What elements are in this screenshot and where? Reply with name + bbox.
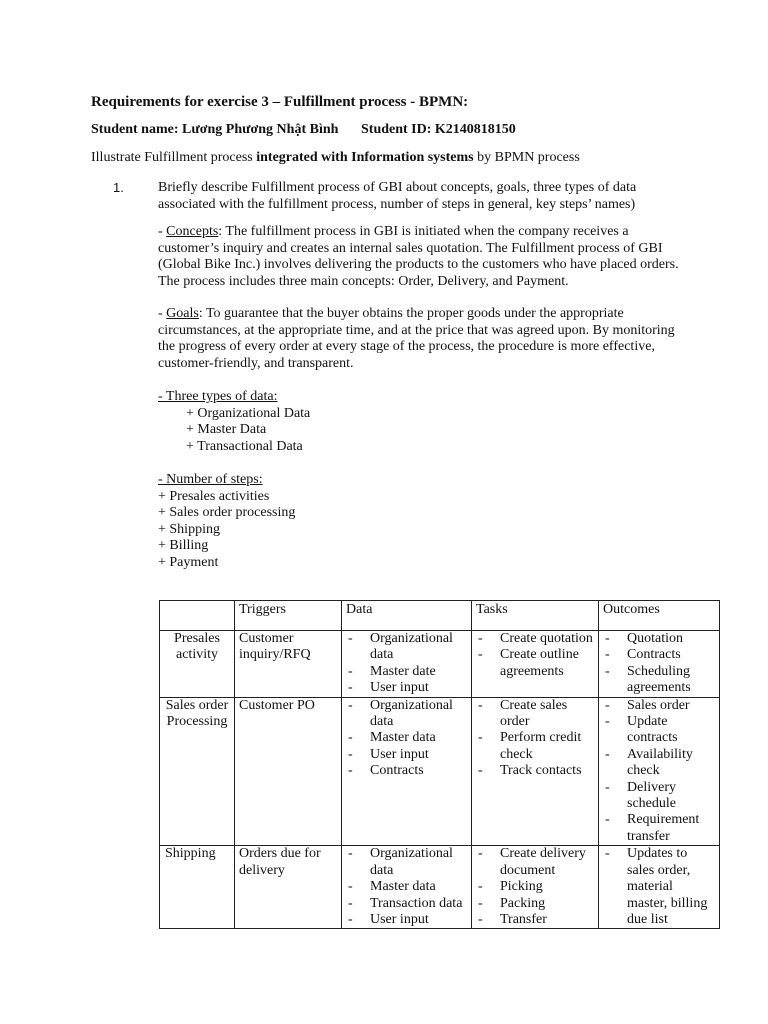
step-item: + Sales order processing: [158, 505, 296, 520]
task-item: - Picking: [476, 879, 594, 895]
task-item: - Create sales order: [476, 698, 594, 731]
outcome-item: - Scheduling agreements: [603, 664, 715, 697]
table-header-cell: Triggers: [235, 601, 342, 631]
stage-cell: Shipping: [160, 846, 235, 929]
step-item: + Payment: [158, 554, 219, 570]
concepts-line: customer’s inquiry and creates an internal sales quotation. The Fulfillment process of GBI: [158, 240, 663, 256]
data-cell: [342, 631, 472, 698]
step-item: + Presales activities: [158, 488, 270, 504]
task-item: - Track contacts: [476, 763, 594, 779]
data-types-heading: - Three types of data:: [158, 389, 278, 404]
outcome-item: - Updates to sales order, material master, billing due list: [603, 846, 715, 928]
question-number: 1.: [113, 180, 124, 195]
task-item: - Perform credit check: [476, 730, 594, 763]
concepts-paragraph: [158, 224, 678, 290]
goals-line: the progress of every order at every stage of the process, the procedure is more effective,: [158, 339, 655, 354]
outcome-item: - Quotation: [603, 631, 715, 647]
concepts-line: - Concepts: The fulfillment process in GBI is initiated when the company receives a: [158, 224, 629, 239]
goals-label: Goals: [166, 306, 199, 321]
fulfillment-table: [159, 600, 720, 929]
step-item: + Billing: [158, 538, 209, 553]
student-name: Student name: Lương Phương Nhật Bình: [91, 122, 339, 137]
outcomes-cell: [599, 631, 720, 698]
data-cell: [342, 846, 472, 929]
goals-text: : To guarantee that the buyer obtains the proper goods under the appropriate: [198, 306, 624, 321]
intro-pre: Illustrate Fulfillment process: [91, 150, 257, 165]
intro-bold: integrated with Information systems: [256, 150, 474, 165]
table-header-row: [160, 601, 720, 631]
task-item: - Create outline agreements: [476, 647, 594, 680]
goals-line: circumstances, at the appropriate time, and at the price that was agreed upon. By monitoring: [158, 322, 675, 338]
data-item: - User input: [346, 747, 467, 763]
table-row: [160, 631, 720, 698]
stage-cell: Presales activity: [160, 631, 235, 698]
data-type-item: + Transactional Data: [186, 438, 303, 454]
trigger-cell: Customer inquiry/RFQ: [235, 631, 342, 698]
outcomes-cell: [599, 846, 720, 929]
student-info: [91, 122, 516, 138]
intro-post: by BPMN process: [473, 150, 580, 165]
trigger-cell: Customer PO: [235, 697, 342, 846]
steps-heading: - Number of steps:: [158, 472, 263, 487]
data-item: - Organizational data: [346, 698, 467, 731]
question-line: associated with the fulfillment process, number of steps in general, key steps’ names): [158, 197, 636, 212]
question-text: [158, 179, 678, 213]
data-item: - Organizational data: [346, 846, 467, 879]
step-item: + Shipping: [158, 521, 220, 537]
data-types-section: [158, 389, 678, 455]
concepts-text: : The fulfillment process in GBI is initiated when the company receives a: [218, 224, 629, 239]
data-item: - Contracts: [346, 763, 467, 779]
trigger-cell: Orders due for delivery: [235, 846, 342, 929]
data-item: - Master data: [346, 879, 467, 895]
table-header-cell: Data: [342, 601, 472, 631]
stage-cell: Sales order Processing: [160, 697, 235, 846]
task-item: - Create quotation: [476, 631, 594, 647]
goals-paragraph: [158, 306, 678, 372]
document-title: Requirements for exercise 3 – Fulfillment process - BPMN:: [91, 94, 469, 110]
task-item: - Packing: [476, 896, 594, 912]
student-id: Student ID: K2140818150: [361, 122, 516, 137]
intro-line: [91, 150, 580, 166]
steps-section: [158, 472, 678, 571]
table-header-cell: [160, 601, 235, 631]
outcome-item: - Delivery schedule: [603, 780, 715, 813]
tasks-cell: [472, 631, 599, 698]
data-type-item: + Master Data: [186, 422, 267, 437]
outcome-item: - Availability check: [603, 747, 715, 780]
table-row: [160, 697, 720, 846]
concepts-line: The process includes three main concepts: Order, Delivery, and Payment.: [158, 273, 569, 289]
table-header-cell: Outcomes: [599, 601, 720, 631]
concepts-label: Concepts: [166, 224, 219, 239]
table-row: [160, 846, 720, 929]
tasks-cell: [472, 697, 599, 846]
table-header-cell: Tasks: [472, 601, 599, 631]
outcomes-cell: [599, 697, 720, 846]
data-item: - Master date: [346, 664, 467, 680]
outcome-item: - Update contracts: [603, 714, 715, 747]
data-item: - User input: [346, 680, 467, 696]
task-item: - Create delivery document: [476, 846, 594, 879]
data-cell: [342, 697, 472, 846]
data-item: - Organizational data: [346, 631, 467, 664]
task-item: - Transfer: [476, 912, 594, 928]
outcome-item: - Contracts: [603, 647, 715, 663]
data-item: - Master data: [346, 730, 467, 746]
goals-line: customer-friendly, and transparent.: [158, 355, 354, 371]
outcome-item: - Requirement transfer: [603, 812, 715, 845]
outcome-item: - Sales order: [603, 698, 715, 714]
goals-line: - Goals: To guarantee that the buyer obtains the proper goods under the appropriate: [158, 306, 624, 321]
data-type-item: + Organizational Data: [186, 405, 311, 421]
data-item: - User input: [346, 912, 467, 928]
question-line: Briefly describe Fulfillment process of GBI about concepts, goals, three types of data: [158, 180, 637, 195]
concepts-line: (Global Bike Inc.) involves delivering the products to the customers who have placed orders.: [158, 257, 679, 272]
tasks-cell: [472, 846, 599, 929]
data-item: - Transaction data: [346, 896, 467, 912]
